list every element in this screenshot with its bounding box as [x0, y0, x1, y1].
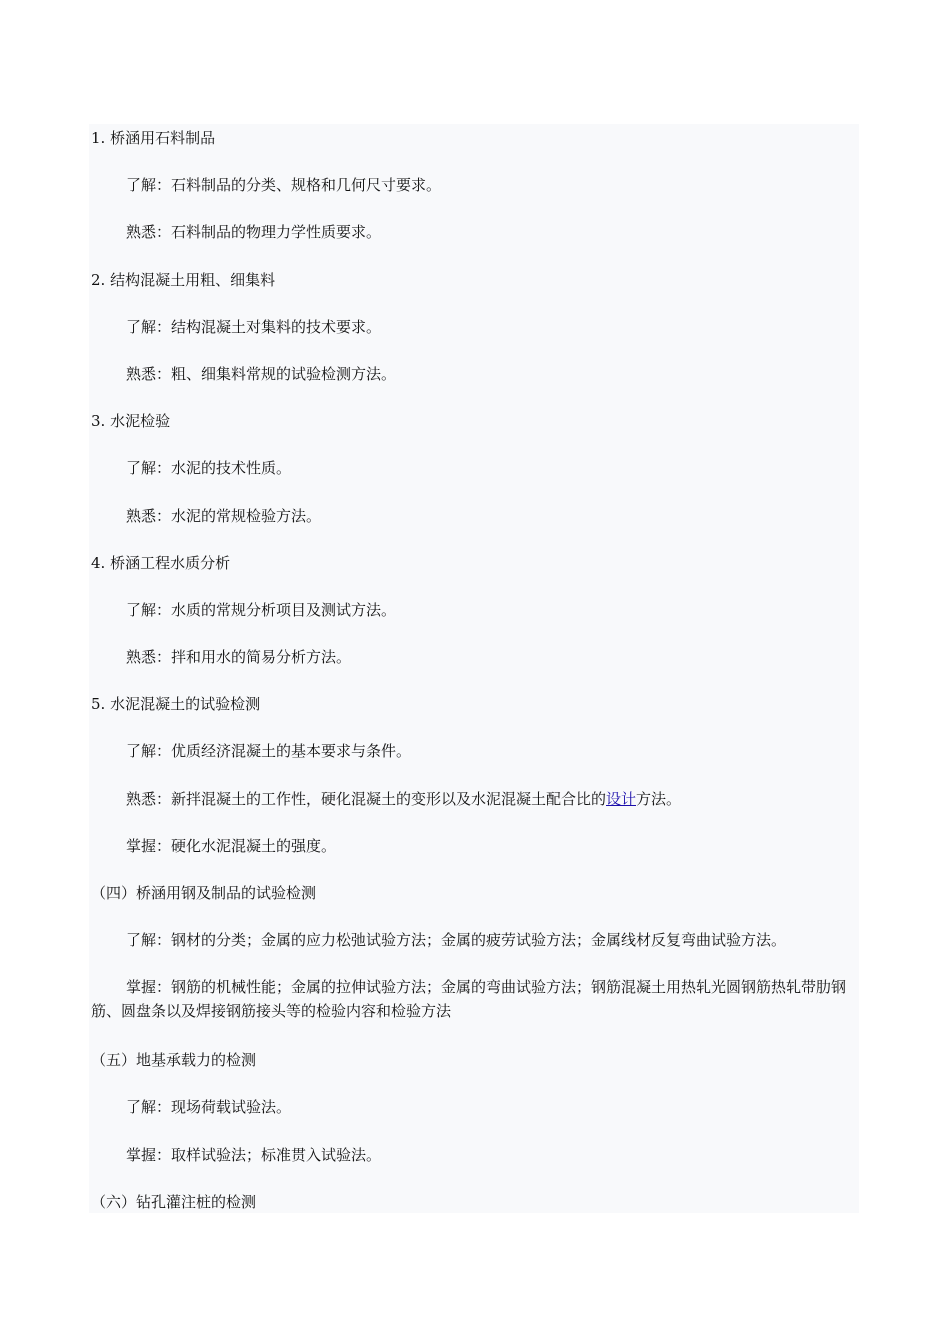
- familiar-line: 熟悉：石料制品的物理力学性质要求。: [126, 223, 382, 241]
- understand-line: 了解：优质经济混凝土的基本要求与条件。: [126, 742, 412, 760]
- familiar-line: 熟悉：水泥的常规检验方法。: [126, 507, 322, 525]
- heading-water-analysis: 4. 桥涵工程水质分析: [91, 554, 231, 572]
- master-line: 掌握：取样试验法；标准贯入试验法。: [126, 1146, 382, 1164]
- design-link[interactable]: 设计: [606, 790, 637, 808]
- familiar-text-before-link: 熟悉：新拌混凝土的工作性，硬化混凝土的变形以及水泥混凝土配合比的: [126, 790, 607, 808]
- master-line: 掌握：硬化水泥混凝土的强度。: [126, 837, 337, 855]
- heading-bored-pile-testing: （六）钻孔灌注桩的检测: [91, 1193, 257, 1211]
- heading-bearing-capacity: （五）地基承载力的检测: [91, 1051, 257, 1069]
- understand-line: 了解：钢材的分类；金属的应力松弛试验方法；金属的疲劳试验方法；金属线材反复弯曲试验方法。: [126, 931, 787, 949]
- familiar-line: 熟悉：拌和用水的简易分析方法。: [126, 648, 352, 666]
- understand-line: 了解：结构混凝土对集料的技术要求。: [126, 318, 382, 336]
- heading-stone-products: 1. 桥涵用石料制品: [91, 129, 216, 147]
- understand-line: 了解：石料制品的分类、规格和几何尺寸要求。: [126, 176, 442, 194]
- understand-line: 了解：现场荷载试验法。: [126, 1098, 292, 1116]
- heading-steel-testing: （四）桥涵用钢及制品的试验检测: [91, 884, 317, 902]
- understand-line: 了解：水泥的技术性质。: [126, 459, 292, 477]
- familiar-line: 熟悉：粗、细集料常规的试验检测方法。: [126, 365, 397, 383]
- heading-concrete-testing: 5. 水泥混凝土的试验检测: [91, 695, 261, 713]
- heading-cement: 3. 水泥检验: [91, 412, 171, 430]
- heading-aggregates: 2. 结构混凝土用粗、细集料: [91, 271, 276, 289]
- master-paragraph: 掌握：钢筋的机械性能；金属的拉伸试验方法；金属的弯曲试验方法；钢筋混凝土用热轧光圆钢筋热轧带肋钢筋、圆盘条以及焊接钢筋接头等的检验内容和检验方法: [91, 978, 847, 1020]
- familiar-text-after-link: 方法。: [636, 790, 682, 808]
- understand-line: 了解：水质的常规分析项目及测试方法。: [126, 601, 397, 619]
- familiar-line-with-link: [126, 789, 681, 809]
